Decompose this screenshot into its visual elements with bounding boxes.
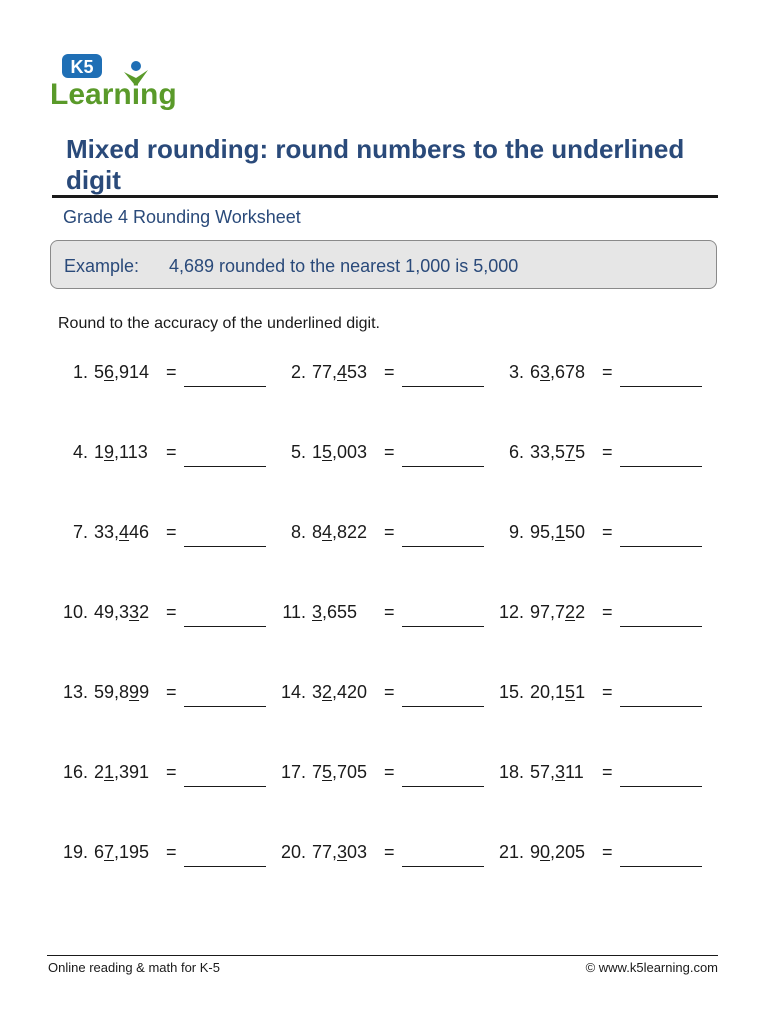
- problem-number: 6.: [508, 442, 524, 462]
- example-text: 4,689 rounded to the nearest 1,000 is 5,000: [169, 256, 519, 276]
- equals-sign: =: [384, 682, 395, 702]
- problem-value: 21,391: [94, 762, 150, 782]
- problem-number: 10.: [62, 602, 88, 622]
- answer-blank[interactable]: [620, 386, 702, 387]
- problem-number: 1.: [72, 362, 88, 382]
- equals-sign: =: [384, 842, 395, 862]
- problem-value: 67,195: [94, 842, 150, 862]
- underlined-digit: 5: [565, 682, 576, 702]
- problem-number: 17.: [280, 762, 306, 782]
- equals-sign: =: [384, 522, 395, 542]
- problem-number: 13.: [62, 682, 88, 702]
- underlined-digit: 1: [555, 522, 566, 542]
- underlined-digit: 5: [322, 762, 333, 782]
- problem-item: [60, 682, 270, 708]
- problem-item: [278, 682, 488, 708]
- underlined-digit: 3: [129, 602, 140, 622]
- problem-number: 4.: [72, 442, 88, 462]
- equals-sign: =: [166, 362, 177, 382]
- problem-item: [496, 682, 706, 708]
- underlined-digit: 3: [337, 842, 348, 862]
- footer-website: © www.k5learning.com: [585, 960, 718, 975]
- problem-value: 49,332: [94, 602, 150, 622]
- answer-blank[interactable]: [620, 866, 702, 867]
- title-divider: [52, 195, 718, 198]
- equals-sign: =: [166, 602, 177, 622]
- problem-value: 56,914: [94, 362, 150, 382]
- problem-item: [60, 602, 270, 628]
- answer-blank[interactable]: [184, 466, 266, 467]
- problem-item: [278, 602, 488, 628]
- problem-item: [60, 842, 270, 868]
- equals-sign: =: [166, 682, 177, 702]
- worksheet-subtitle: Grade 4 Rounding Worksheet: [63, 207, 301, 227]
- example-box: [50, 240, 717, 289]
- page-title: Mixed rounding: round numbers to the underlined digit: [66, 134, 685, 195]
- problem-number: 20.: [280, 842, 306, 862]
- problem-value: 77,453: [312, 362, 368, 382]
- equals-sign: =: [602, 762, 613, 782]
- answer-blank[interactable]: [184, 786, 266, 787]
- underlined-digit: 7: [565, 442, 576, 462]
- problem-value: 59,899: [94, 682, 150, 702]
- underlined-digit: 3: [540, 362, 551, 382]
- problem-number: 21.: [498, 842, 524, 862]
- problem-value: 3,655: [312, 602, 358, 622]
- svg-text:Learning: Learning: [50, 78, 177, 111]
- problem-value: 20,151: [530, 682, 586, 702]
- problem-number: 2.: [290, 362, 306, 382]
- problem-value: 57,311: [530, 762, 584, 782]
- problem-item: [496, 442, 706, 468]
- problem-value: 77,303: [312, 842, 368, 862]
- problem-item: [278, 362, 488, 388]
- answer-blank[interactable]: [184, 386, 266, 387]
- equals-sign: =: [166, 842, 177, 862]
- svg-text:K5: K5: [70, 57, 94, 77]
- problem-value: 19,113: [94, 442, 148, 462]
- problem-item: [278, 762, 488, 788]
- underlined-digit: 0: [540, 842, 551, 862]
- answer-blank[interactable]: [620, 786, 702, 787]
- problem-number: 18.: [498, 762, 524, 782]
- answer-blank[interactable]: [402, 706, 484, 707]
- example-label: Example:: [64, 256, 140, 276]
- problem-number: 5.: [290, 442, 306, 462]
- problem-number: 14.: [280, 682, 306, 702]
- problem-value: 95,150: [530, 522, 586, 542]
- equals-sign: =: [166, 762, 177, 782]
- instruction-text: Round to the accuracy of the underlined digit.: [58, 315, 380, 332]
- answer-blank[interactable]: [402, 386, 484, 387]
- equals-sign: =: [166, 442, 177, 462]
- problem-number: 19.: [62, 842, 88, 862]
- footer-tagline: Online reading & math for K-5: [48, 960, 220, 975]
- underlined-digit: 4: [119, 522, 130, 542]
- equals-sign: =: [384, 362, 395, 382]
- problem-item: [60, 762, 270, 788]
- equals-sign: =: [602, 362, 613, 382]
- equals-sign: =: [602, 682, 613, 702]
- answer-blank[interactable]: [184, 546, 266, 547]
- equals-sign: =: [602, 442, 613, 462]
- problem-item: [496, 522, 706, 548]
- underlined-digit: 4: [322, 522, 333, 542]
- underlined-digit: 9: [104, 442, 115, 462]
- answer-blank[interactable]: [620, 626, 702, 627]
- problem-item: [60, 362, 270, 388]
- problem-item: [60, 442, 270, 468]
- problem-item: [278, 442, 488, 468]
- answer-blank[interactable]: [402, 546, 484, 547]
- problem-number: 8.: [290, 522, 306, 542]
- problem-number: 12.: [498, 602, 524, 622]
- answer-blank[interactable]: [184, 706, 266, 707]
- equals-sign: =: [602, 602, 613, 622]
- problem-value: 63,678: [530, 362, 586, 382]
- answer-blank[interactable]: [184, 866, 266, 867]
- underlined-digit: 6: [104, 362, 115, 382]
- underlined-digit: 1: [104, 762, 115, 782]
- problem-value: 15,003: [312, 442, 368, 462]
- problem-item: [496, 842, 706, 868]
- answer-blank[interactable]: [402, 786, 484, 787]
- answer-blank[interactable]: [184, 626, 266, 627]
- problem-value: 84,822: [312, 522, 368, 542]
- answer-blank[interactable]: [620, 546, 702, 547]
- problem-number: 16.: [62, 762, 88, 782]
- underlined-digit: 5: [322, 442, 333, 462]
- problem-number: 7.: [72, 522, 88, 542]
- equals-sign: =: [384, 602, 395, 622]
- problem-value: 75,705: [312, 762, 368, 782]
- problem-value: 97,722: [530, 602, 586, 622]
- problem-number: 11.: [282, 602, 306, 622]
- underlined-digit: 7: [104, 842, 115, 862]
- problem-value: 32,420: [312, 682, 368, 702]
- underlined-digit: 9: [129, 682, 140, 702]
- problem-item: [496, 762, 706, 788]
- problem-number: 15.: [498, 682, 524, 702]
- answer-blank[interactable]: [402, 866, 484, 867]
- underlined-digit: 4: [337, 362, 348, 382]
- problem-item: [278, 842, 488, 868]
- answer-blank[interactable]: [402, 466, 484, 467]
- equals-sign: =: [384, 442, 395, 462]
- underlined-digit: 3: [312, 602, 323, 622]
- problem-number: 3.: [508, 362, 524, 382]
- problem-item: [496, 602, 706, 628]
- problem-item: [278, 522, 488, 548]
- underlined-digit: 2: [322, 682, 333, 702]
- answer-blank[interactable]: [620, 706, 702, 707]
- problem-value: 33,575: [530, 442, 586, 462]
- problem-value: 90,205: [530, 842, 586, 862]
- problem-number: 9.: [508, 522, 524, 542]
- k5-learning-logo: [48, 52, 188, 114]
- footer-divider: [47, 955, 718, 956]
- answer-blank[interactable]: [402, 626, 484, 627]
- problem-value: 33,446: [94, 522, 150, 542]
- equals-sign: =: [602, 842, 613, 862]
- equals-sign: =: [384, 762, 395, 782]
- underlined-digit: 2: [565, 602, 576, 622]
- underlined-digit: 3: [555, 762, 566, 782]
- equals-sign: =: [166, 522, 177, 542]
- problem-item: [60, 522, 270, 548]
- answer-blank[interactable]: [620, 466, 702, 467]
- equals-sign: =: [602, 522, 613, 542]
- problem-item: [496, 362, 706, 388]
